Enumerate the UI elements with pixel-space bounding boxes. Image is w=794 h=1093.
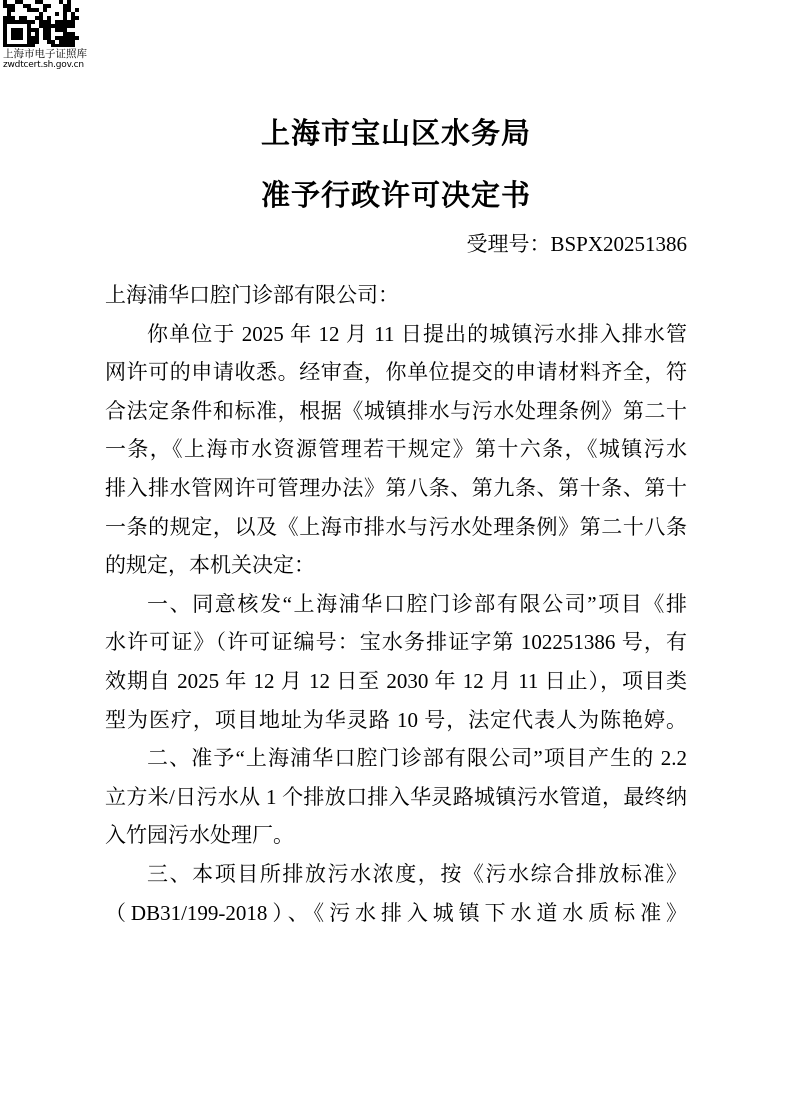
- acceptance-number: [105, 231, 687, 257]
- body-line: 型为医疗，项目地址为华灵路 10 号，法定代表人为陈艳婷。: [105, 707, 687, 732]
- body-line: 水许可证》（许可证编号：宝水务排证字第 102251386 号，有: [105, 630, 687, 655]
- body-line: 合法定条件和标准，根据《城镇排水与污水处理条例》第二十: [105, 398, 687, 423]
- body-line: 上海浦华口腔门诊部有限公司：: [105, 283, 399, 307]
- acceptance-value: BSPX20251386: [550, 232, 687, 256]
- qr-caption: 上海市电子证照库: [3, 49, 87, 60]
- acceptance-label: 受理号：: [466, 232, 551, 256]
- body-line: 的规定，本机关决定：: [105, 553, 315, 578]
- body-line: （DB31/199-2018）、《污水排入城镇下水道水质标准》: [105, 900, 687, 925]
- body-line: 三、本项目所排放污水浓度，按《污水综合排放标准》: [147, 861, 687, 886]
- body-line: 效期自 2025 年 12 月 12 日至 2030 年 12 月 11 日止），项目类: [105, 668, 687, 693]
- body-line: 一条，《上海市水资源管理若干规定》第十六条，《城镇污水: [105, 437, 687, 462]
- qr-code: [3, 0, 79, 47]
- doc-title-line2: 准予行政许可决定书: [260, 180, 531, 212]
- body-line: 你单位于 2025 年 12 月 11 日提出的城镇污水排入排水管: [147, 321, 687, 346]
- qr-url: zwdtcert.sh.gov.cn: [3, 60, 84, 70]
- body-line: 一、同意核发“上海浦华口腔门诊部有限公司”项目《排: [147, 591, 687, 616]
- body-line: 排入排水管网许可管理办法》第八条、第九条、第十条、第十: [105, 475, 687, 500]
- body-line: 二、准予“上海浦华口腔门诊部有限公司”项目产生的 2.2: [147, 746, 687, 771]
- body-line: 一条的规定，以及《上海市排水与污水处理条例》第二十八条: [105, 514, 687, 539]
- document-content: [105, 0, 687, 932]
- doc-title-line1: 上海市宝山区水务局: [260, 118, 531, 150]
- body-line: 入竹园污水处理厂。: [105, 823, 294, 848]
- body-line: 网许可的申请收悉。经审查，你单位提交的申请材料齐全，符: [105, 360, 687, 385]
- body-text: [105, 276, 687, 932]
- qr-block: [3, 0, 93, 71]
- body-line: 立方米/日污水从 1 个排放口排入华灵路城镇污水管道，最终纳: [105, 784, 687, 809]
